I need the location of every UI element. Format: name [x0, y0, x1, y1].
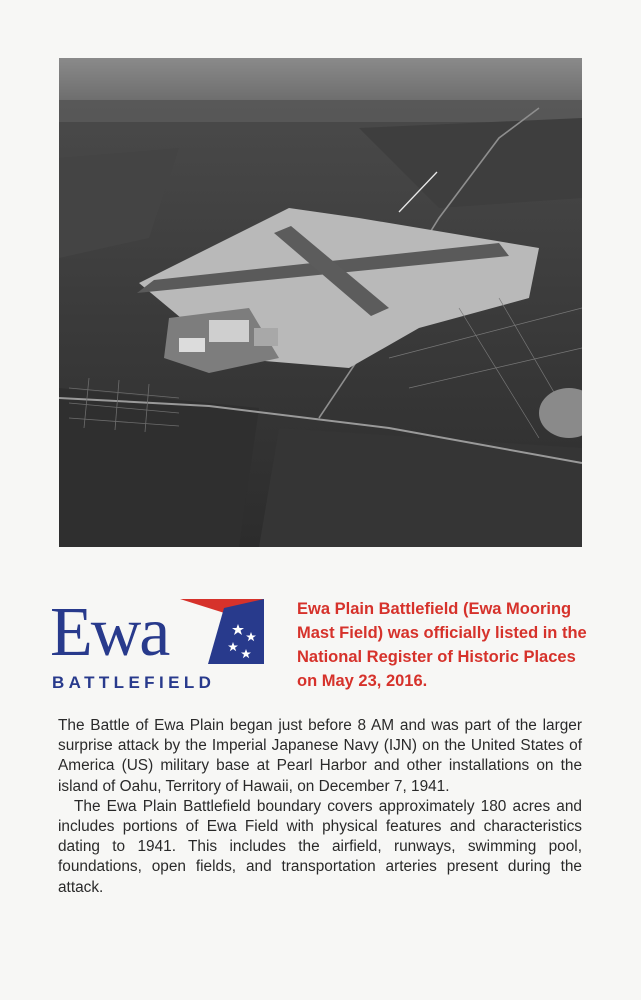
aerial-photo [59, 58, 582, 547]
paragraph-1: The Battle of Ewa Plain began just before 8 AM and was part of the larger surprise attack by the Imperial Japanese Navy (IJN) on the United States of America (US) military base at Pearl Harbor and other installations on the island of Oahu, Territory of Hawaii, on December 7, 1941. [58, 717, 582, 795]
headline: Ewa Plain Battlefield (Ewa Mooring Mast Field) was officially listed in the National Register of Historic Places on May 23, 2016. [297, 600, 587, 690]
aerial-airfield-image [59, 58, 582, 547]
ewa-battlefield-logo [50, 596, 272, 696]
paragraph-2: The Ewa Plain Battlefield boundary covers approximately 180 acres and includes portions of Ewa Field with physical features and characteristics dating to 1941. This includes the airfield, runways, swimming pool, foundations, open fields, and transportation arteries present during the attack. [58, 797, 582, 896]
logo-subtitle: BATTLEFIELD [52, 673, 216, 692]
body-text [58, 716, 582, 898]
flag-icon [180, 596, 264, 664]
logo-word: Ewa [50, 594, 169, 671]
